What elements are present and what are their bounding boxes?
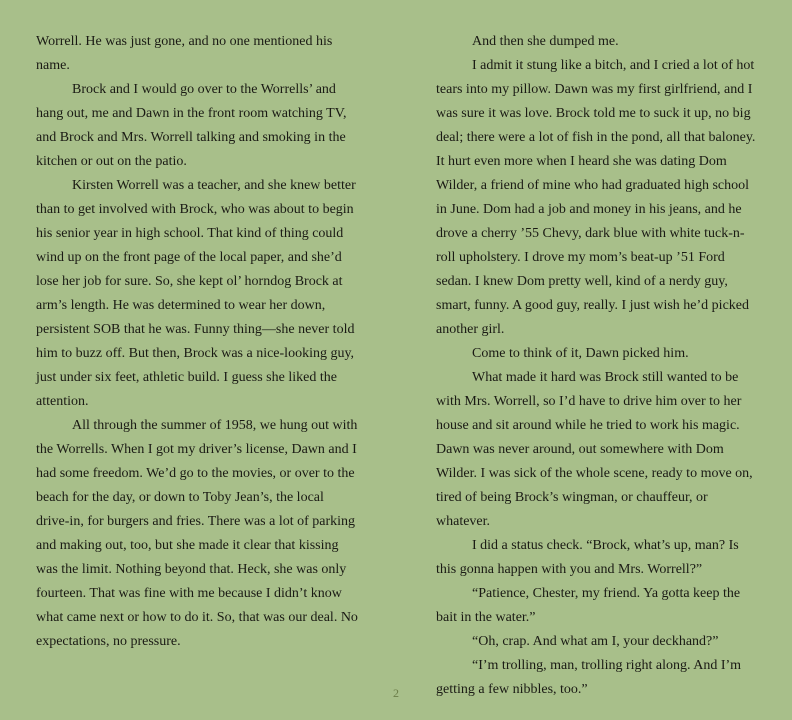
paragraph: Kirsten Worrell was a teacher, and she knew better than to get involved with Brock, who was about to begin his senior year in high school. That kind of thing could wind up on the front page of the local paper, and she’d lose her job for sure. So, she kept ol’ horndog Brock at arm’s length. He was determined to wear her down, persistent SOB that he was. Funny thing—she never told him to buzz off. But then, Brock was a nice-looking guy, just under six feet, athletic build. I guess she liked the attention. (36, 178, 356, 409)
paragraph: “Oh, crap. And what am I, your deckhand?” (472, 634, 719, 649)
page-number: 2 (393, 686, 399, 700)
right-text-column (436, 30, 758, 702)
left-text-column (36, 30, 358, 654)
paragraph: “I’m trolling, man, trolling right along. And I’m getting a few nibbles, too.” (436, 658, 742, 697)
paragraph: All through the summer of 1958, we hung out with the Worrells. When I got my driver’s license, Dawn and I had some freedom. We’d go to the movies, or over to the beach for the day, or down to Toby Jean’s, the local drive-in, for burgers and fries. There was a lot of parking and making out, too, but she made it clear that kissing was the limit. Nothing beyond that. Heck, she was only fourteen. That was fine with me because I didn’t know what came next or how to do it. So, that was our deal. No expectations, no pressure. (36, 418, 358, 649)
paragraph: Come to think of it, Dawn picked him. (472, 346, 689, 361)
paragraph: I admit it stung like a bitch, and I cried a lot of hot tears into my pillow. Dawn was my first girlfriend, and I was sure it was love. Brock told me to suck it up, no big deal; there were a lot of fish in the pond, all that baloney. It hurt even more when I heard she was dating Dom Wilder, a friend of mine who had graduated high school in June. Dom had a job and money in his jeans, and he drove a cherry ’55 Chevy, dark blue with white tuck-n-roll upholstery. I drove my mom’s beat-up ’51 Ford sedan. I knew Dom pretty well, kind of a nerdy guy, smart, funny. A good guy, really. I just wish he’d picked another girl. (436, 58, 756, 337)
paragraph: Brock and I would go over to the Worrells’ and hang out, me and Dawn in the front room watching TV, and Brock and Mrs. Worrell talking and smoking in the kitchen or out on the patio. (36, 82, 347, 169)
paragraph: “Patience, Chester, my friend. Ya gotta keep the bait in the water.” (436, 586, 741, 625)
paragraph: What made it hard was Brock still wanted to be with Mrs. Worrell, so I’d have to drive him over to her house and sit around while he tried to work his magic. Dawn was never around, out somewhere with Dom Wilder. I was sick of the whole scene, ready to move on, tired of being Brock’s wingman, or chauffeur, or whatever. (436, 370, 753, 529)
paragraph: Worrell. He was just gone, and no one mentioned his name. (36, 34, 333, 73)
paragraph: And then she dumped me. (472, 34, 619, 49)
paragraph: I did a status check. “Brock, what’s up, man? Is this gonna happen with you and Mrs. Worrell?” (436, 538, 739, 577)
